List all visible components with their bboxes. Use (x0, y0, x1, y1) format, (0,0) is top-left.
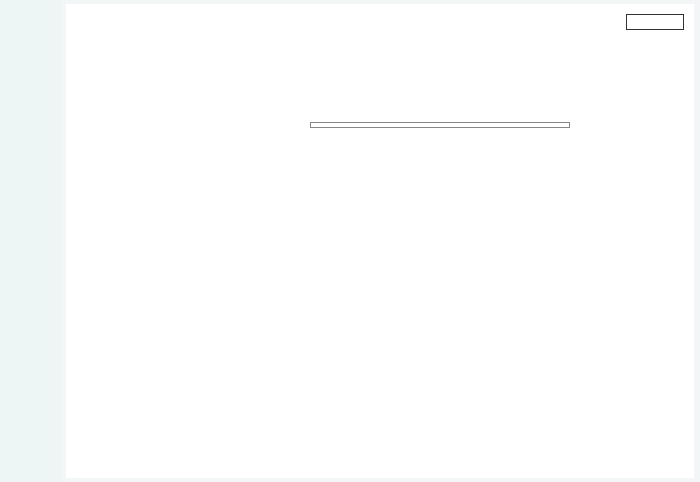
budget-chart (88, 114, 688, 364)
source-sidebar (0, 0, 62, 482)
document-badge (626, 14, 684, 30)
document-slide (66, 4, 694, 478)
chart-legend (310, 122, 570, 128)
